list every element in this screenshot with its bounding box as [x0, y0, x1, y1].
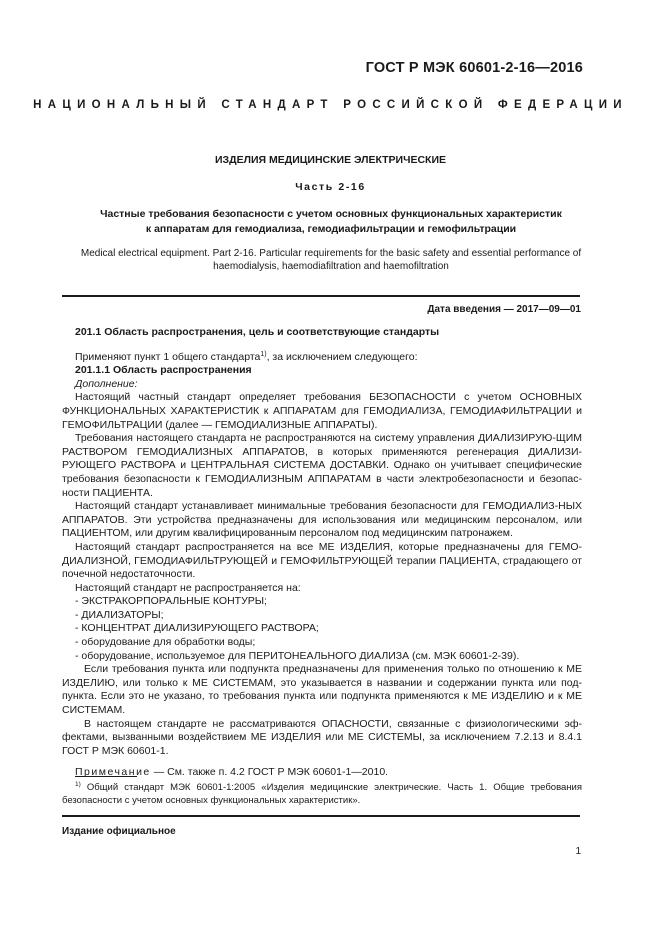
page-number: 1 [575, 846, 581, 857]
paragraph: Настоящий стандарт не распространяется на: [75, 581, 301, 594]
list-item: - ЭКСТРАКОРПОРАЛЬНЫЕ КОНТУРЫ; [75, 595, 267, 608]
part-number: Часть 2-16 [295, 181, 366, 193]
paragraph: В настоящем стандарте не рассматриваются ОПАСНОСТИ, связанные с физиологическими эф-фектами, вызванными воздействием МЕ ИЗДЕЛИЯ или МЕ СИСТЕМЫ, за исключением 7.2.13 и 8.4.1 ГОСТ Р МЭК 60601-1. [62, 717, 582, 757]
note-text: — См. также п. 4.2 ГОСТ Р МЭК 60601-1—2010. [150, 766, 389, 779]
document-subtitle [60, 207, 602, 237]
footnote-divider [75, 776, 137, 777]
english-title-line: haemodialysis, haemodiafiltration and haemofiltration [213, 261, 449, 272]
english-title [60, 247, 602, 273]
subsection-heading: 201.1.1 Область распространения [75, 364, 252, 377]
note-label: Примечание [75, 766, 151, 779]
footnote-text: Общий стандарт МЭК 60601-1:2005 «Изделия медицинские электрические. Часть 1. Общие требования безопасности с учетом основных функциональных характеристик». [62, 782, 582, 806]
edition-label: Издание официальное [62, 826, 176, 837]
list-item: - оборудование, используемое для ПЕРИТОНЕАЛЬНОГО ДИАЛИЗА (см. МЭК 60601-2-39). [75, 649, 520, 662]
english-title-line: Medical electrical equipment. Part 2-16. Particular requirements for the basic safety and essential performance of [80, 248, 582, 259]
introduction-date: Дата введения — 2017—09—01 [427, 304, 581, 315]
paragraph: Настоящий стандарт распространяется на все МЕ ИЗДЕЛИЯ, которые предназначены для ГЕМО-ДИАЛИЗНОЙ, ГЕМОДИАФИЛЬТРУЮЩЕЙ и ГЕМОФИЛЬТРУЮЩЕЙ терапии ПАЦИЕНТА, страдающего от почечной недостаточности. [62, 540, 582, 581]
document-title: ИЗДЕЛИЯ МЕДИЦИНСКИЕ ЭЛЕКТРИЧЕСКИЕ [214, 154, 447, 166]
list-item: - ДИАЛИЗАТОРЫ; [75, 608, 164, 621]
addition-label: Дополнение: [75, 377, 138, 390]
footnote-mark: 1) [75, 781, 81, 788]
applies-paragraph [62, 351, 582, 365]
applies-text: Применяют пункт 1 общего стандарта [75, 350, 261, 363]
paragraph: Настоящий стандарт устанавливает минимальные требования безопасности для ГЕМОДИАЛИЗ-НЫХ АППАРАТОВ. Эти устройства предназначены для использования или медицинским персоналом, или ПАЦИЕНТОМ, или другим квалифицированным персоналом под медицинским патронажем. [62, 500, 582, 540]
document-body [62, 326, 582, 780]
list-item: - КОНЦЕНТРАТ ДИАЛИЗИРУЮЩЕГО РАСТВОРА; [75, 622, 319, 635]
standard-code: ГОСТ Р МЭК 60601-2-16—2016 [365, 60, 583, 76]
paragraph: Настоящий частный стандарт определяет требования БЕЗОПАСНОСТИ с учетом ОСНОВНЫХ ФУНКЦИОНАЛЬНЫХ ХАРАКТЕРИСТИК к АППАРАТАМ для ГЕМОДИАЛИЗА, ГЕМОДИАФИЛЬТРАЦИИ и ГЕМОФИЛЬТРАЦИИ (далее — ГЕМОДИАЛИЗНЫЕ АППАРАТЫ). [62, 391, 582, 431]
paragraph: Требования настоящего стандарта не распространяются на систему управления ДИАЛИЗИРУЮ-ЩИМ РАСТВОРОМ ГЕМОДИАЛИЗНЫХ АППАРАТОВ, в которых применяются регенерация ДИАЛИЗИ-РУЮЩЕГО РАСТВОРА и ЦЕНТРАЛЬНАЯ СИСТЕМА ДОСТАВКИ. Однако он учитывает специфические требования безопасности к ГЕМОДИАЛИЗНЫМ АППАРАТАМ в части электробезопасности и безопас-ности ПАЦИЕНТА. [62, 432, 582, 499]
paragraph: Если требования пункта или подпункта предназначены для применения только по отношению к МЕ ИЗДЕЛИЮ, или только к МЕ СИСТЕМАМ, это указывается в названии и содержании пункта или под-пункта. Если это не указано, то требования пункта или подпункта применяются к МЕ ИЗДЕЛИЮ и к МЕ СИСТЕМАМ. [62, 663, 582, 717]
list-item: - оборудование для обработки воды; [75, 636, 256, 649]
note [62, 766, 582, 780]
section-heading: 201.1 Область распространения, цель и соответствующие стандарты [75, 326, 440, 338]
top-divider [62, 295, 580, 297]
applies-text-tail: , за исключением следующего: [266, 350, 418, 363]
national-standard-banner: НАЦИОНАЛЬНЫЙ СТАНДАРТ РОССИЙСКОЙ ФЕДЕРАЦИИ [33, 99, 628, 111]
subtitle-line: к аппаратам для гемодиализа, гемодиафильтрации и гемофильтрации [145, 223, 517, 235]
footnote-reference: 1) [260, 350, 267, 358]
bottom-divider [62, 815, 580, 817]
footnote [62, 781, 582, 807]
subtitle-line: Частные требования безопасности с учетом основных функциональных характеристик [100, 208, 562, 220]
